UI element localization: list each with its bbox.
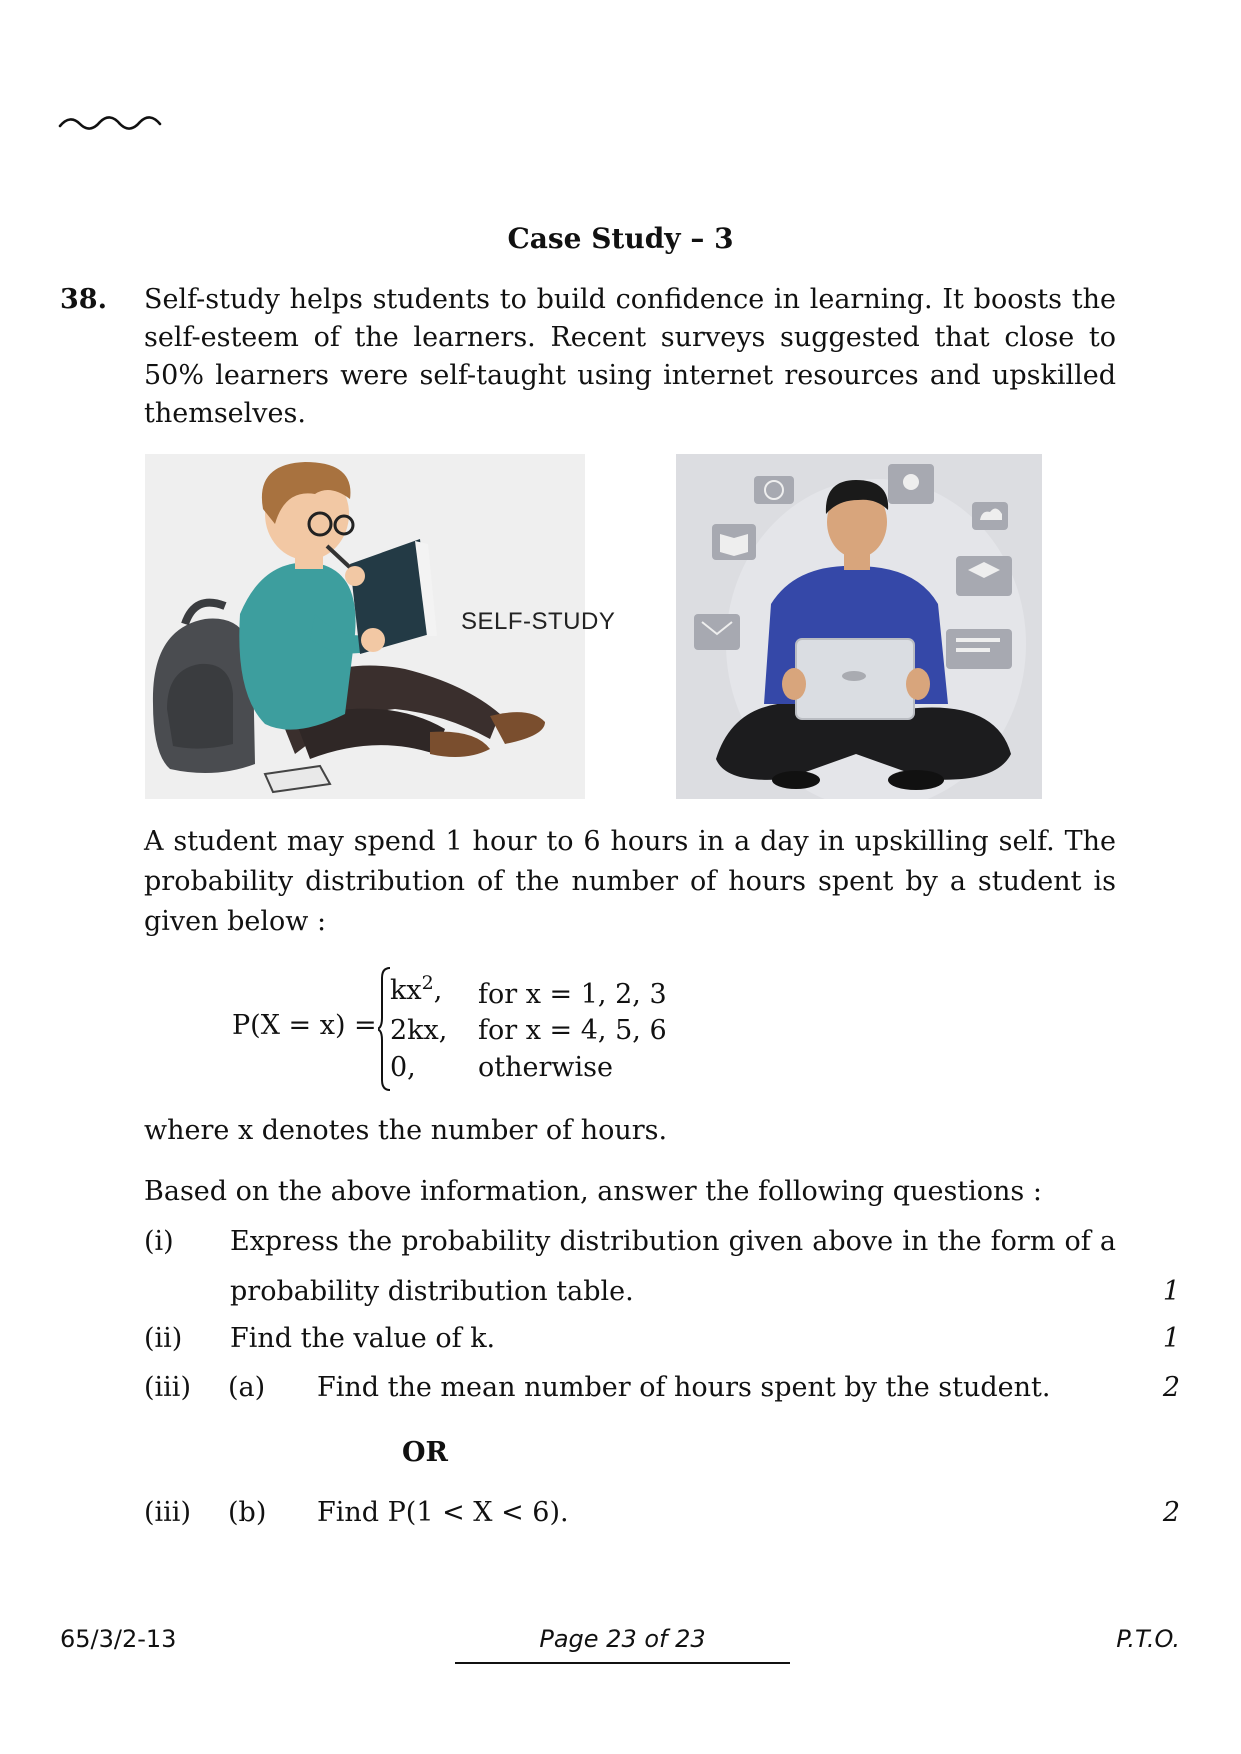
part-ii-marks: 1 xyxy=(1162,1323,1180,1354)
case2-condition: for x = 4, 5, 6 xyxy=(478,1015,667,1046)
case1-condition: for x = 1, 2, 3 xyxy=(478,979,667,1010)
part-ii-text: Find the value of k. xyxy=(230,1323,496,1354)
case1-expression: $kx^2$, xyxy=(390,972,443,1006)
paper-code: 65/3/2-13 xyxy=(60,1625,177,1653)
part-iii-b-label: (iii) xyxy=(144,1497,191,1528)
page-number-underline xyxy=(455,1662,790,1664)
part-iii-b-text: Find P(1 < X < 6). xyxy=(317,1497,569,1528)
part-iii-a-marks: 2 xyxy=(1162,1372,1180,1403)
part-i-marks: 1 xyxy=(1162,1276,1180,1307)
case3-expression: 0, xyxy=(390,1052,416,1083)
question-number: 38. xyxy=(60,284,107,315)
wave-squiggle-icon xyxy=(58,110,163,134)
formula-lhs: P(X = x) = xyxy=(232,1010,377,1041)
part-iii-b-marks: 2 xyxy=(1162,1497,1180,1528)
part-iii-a-sub: (a) xyxy=(228,1372,266,1403)
part-iii-a-label: (iii) xyxy=(144,1372,191,1403)
case-study-title: Case Study – 3 xyxy=(507,222,734,255)
case3-condition: otherwise xyxy=(478,1052,613,1083)
page-number: Page 23 of 23 xyxy=(539,1625,706,1653)
part-i-text-line2: probability distribution table. xyxy=(230,1276,634,1307)
online-learning-illustration xyxy=(676,454,1042,799)
part-ii-label: (ii) xyxy=(144,1323,183,1354)
instructions-text: Based on the above information, answer the following questions : xyxy=(144,1176,1042,1207)
or-separator: OR xyxy=(402,1437,448,1468)
part-iii-b-sub: (b) xyxy=(228,1497,267,1528)
self-study-label: SELF-STUDY xyxy=(461,608,616,635)
part-iii-a-text: Find the mean number of hours spent by the student. xyxy=(317,1372,1051,1403)
where-text: where x denotes the number of hours. xyxy=(144,1115,668,1146)
part-i-text-line1: Express the probability distribution given above in the form of a xyxy=(230,1226,1116,1257)
description-paragraph: A student may spend 1 hour to 6 hours in a day in upskilling self. The probability distribution of the number of hours spent by a student is given below : xyxy=(144,826,1116,937)
case2-expression: 2kx, xyxy=(390,1015,448,1046)
intro-paragraph: Self-study helps students to build confidence in learning. It boosts the self-esteem of the learners. Recent surveys suggested that close to 50% learners were self-taught using internet resources and upskilled themselves. xyxy=(144,284,1116,429)
part-i-label: (i) xyxy=(144,1226,174,1257)
pto-text: P.T.O. xyxy=(1116,1625,1180,1653)
